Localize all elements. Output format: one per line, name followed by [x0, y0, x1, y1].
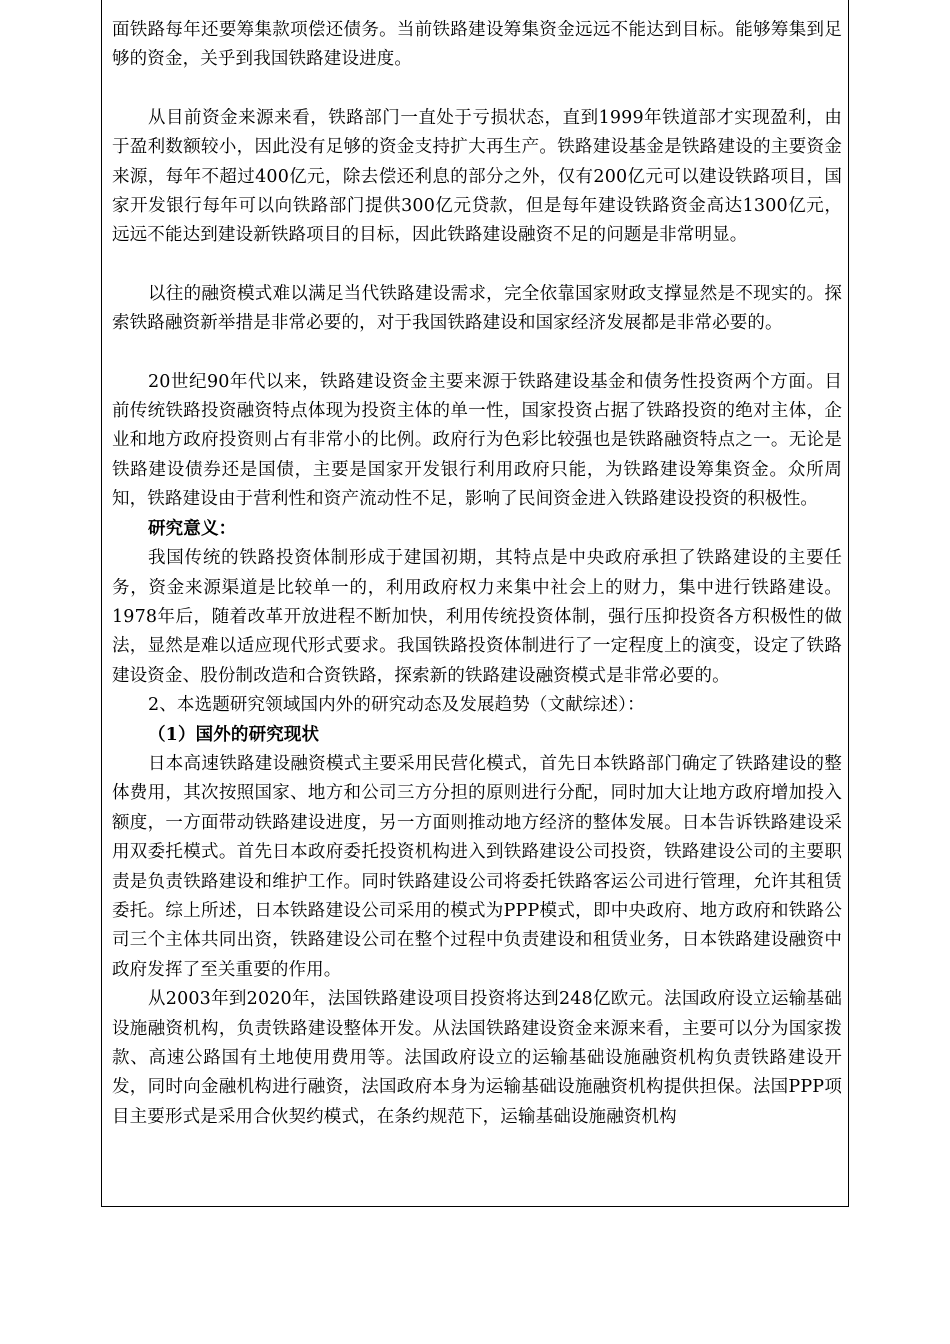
- paragraph-france-model: 从2003年到2020年，法国铁路建设项目投资将达到248亿欧元。法国政府设立运输基础设施融资机构，负责铁路建设整体开发。从法国铁路建设资金来源来看，主要可以分为国家拨款、高速公路国有土地使用费用等。法国政府设立的运输基础设施融资机构负责铁路建设开发，同时向金融机构进行融资，法国政府本身为运输基础设施融资机构提供担保。法国PPP项目主要形式是采用合伙契约模式，在条约规范下，运输基础设施融资机构: [112, 989, 842, 1127]
- document-frame: [101, 0, 849, 1207]
- heading-research-significance: 研究意义：: [148, 518, 237, 539]
- paragraph-japan-model: 日本高速铁路建设融资模式主要采用民营化模式，首先日本铁路部门确定了铁路建设的整体费用，其次按照国家、地方和公司三方分担的原则进行分配，同时加大让地方政府增加投入额度，一方面带动铁路建设进度，另一方面则推动地方经济的整体发展。日本告诉铁路建设采用双委托模式。首先日本政府委托投资机构进入到铁路建设公司投资，铁路建设公司的主要职责是负责铁路建设和维护工作。同时铁路建设公司将委托铁路客运公司进行管理，允许其租赁委托。综上所述，日本铁路建设公司采用的模式为PPP模式，即中央政府、地方政府和铁路公司三个主体共同出资，铁路建设公司在整个过程中负责建设和租赁业务，日本铁路建设融资中政府发挥了至关重要的作用。: [112, 753, 842, 980]
- section-title-literature-review: 2、本选题研究领域国内外的研究动态及发展趋势（文献综述）：: [148, 695, 645, 716]
- heading-foreign-research: （1）国外的研究现状: [148, 724, 320, 745]
- paragraph-funding-sources: 从目前资金来源来看，铁路部门一直处于亏损状态，直到1999年铁道部才实现盈利，由于盈利数额较小，因此没有足够的资金支持扩大再生产。铁路建设基金是铁路建设的主要资金来源，每年不超过400亿元，除去偿还利息的部分之外，仅有200亿元可以建设铁路项目，国家开发银行每年可以向铁路部门提供300亿元贷款，但是每年建设铁路资金高达1300亿元，远远不能达到建设新铁路项目的目标，因此铁路建设融资不足的问题是非常明显。: [112, 107, 842, 246]
- paragraph-1990s-financing: 20世纪90年代以来，铁路建设资金主要来源于铁路建设基金和债务性投资两个方面。目前传统铁路投资融资特点体现为投资主体的单一性，国家投资占据了铁路投资的绝对主体，企业和地方政府投资则占有非常小的比例。政府行为色彩比较强也是铁路融资特点之一。无论是铁路建设债券还是国债，主要是国家开发银行利用政府只能，为铁路建设筹集资金。众所周知，铁路建设由于营利性和资产流动性不足，影响了民间资金进入铁路建设投资的积极性。: [112, 371, 842, 510]
- paragraph-research-significance: 我国传统的铁路投资体制形成于建国初期，其特点是中央政府承担了铁路建设的主要任务，资金来源渠道是比较单一的，利用政府权力来集中社会上的财力，集中进行铁路建设。1978年后，随着改革开放进程不断加快，利用传统投资体制，强行压抑投资各方积极性的做法，显然是难以适应现代形式要求。我国铁路投资体制进行了一定程度上的演变，设定了铁路建设资金、股份制改造和合资铁路，探索新的铁路建设融资模式是非常必要的。: [112, 548, 842, 686]
- paragraph-financing-need: 以往的融资模式难以满足当代铁路建设需求，完全依靠国家财政支撑显然是不现实的。探索铁路融资新举措是非常必要的，对于我国铁路建设和国家经济发展都是非常必要的。: [112, 283, 842, 334]
- paragraph-funding-goal: 面铁路每年还要筹集款项偿还债务。当前铁路建设筹集资金远远不能达到目标。能够筹集到足够的资金，关乎到我国铁路建设进度。: [112, 20, 842, 70]
- document-body: [112, 16, 842, 1132]
